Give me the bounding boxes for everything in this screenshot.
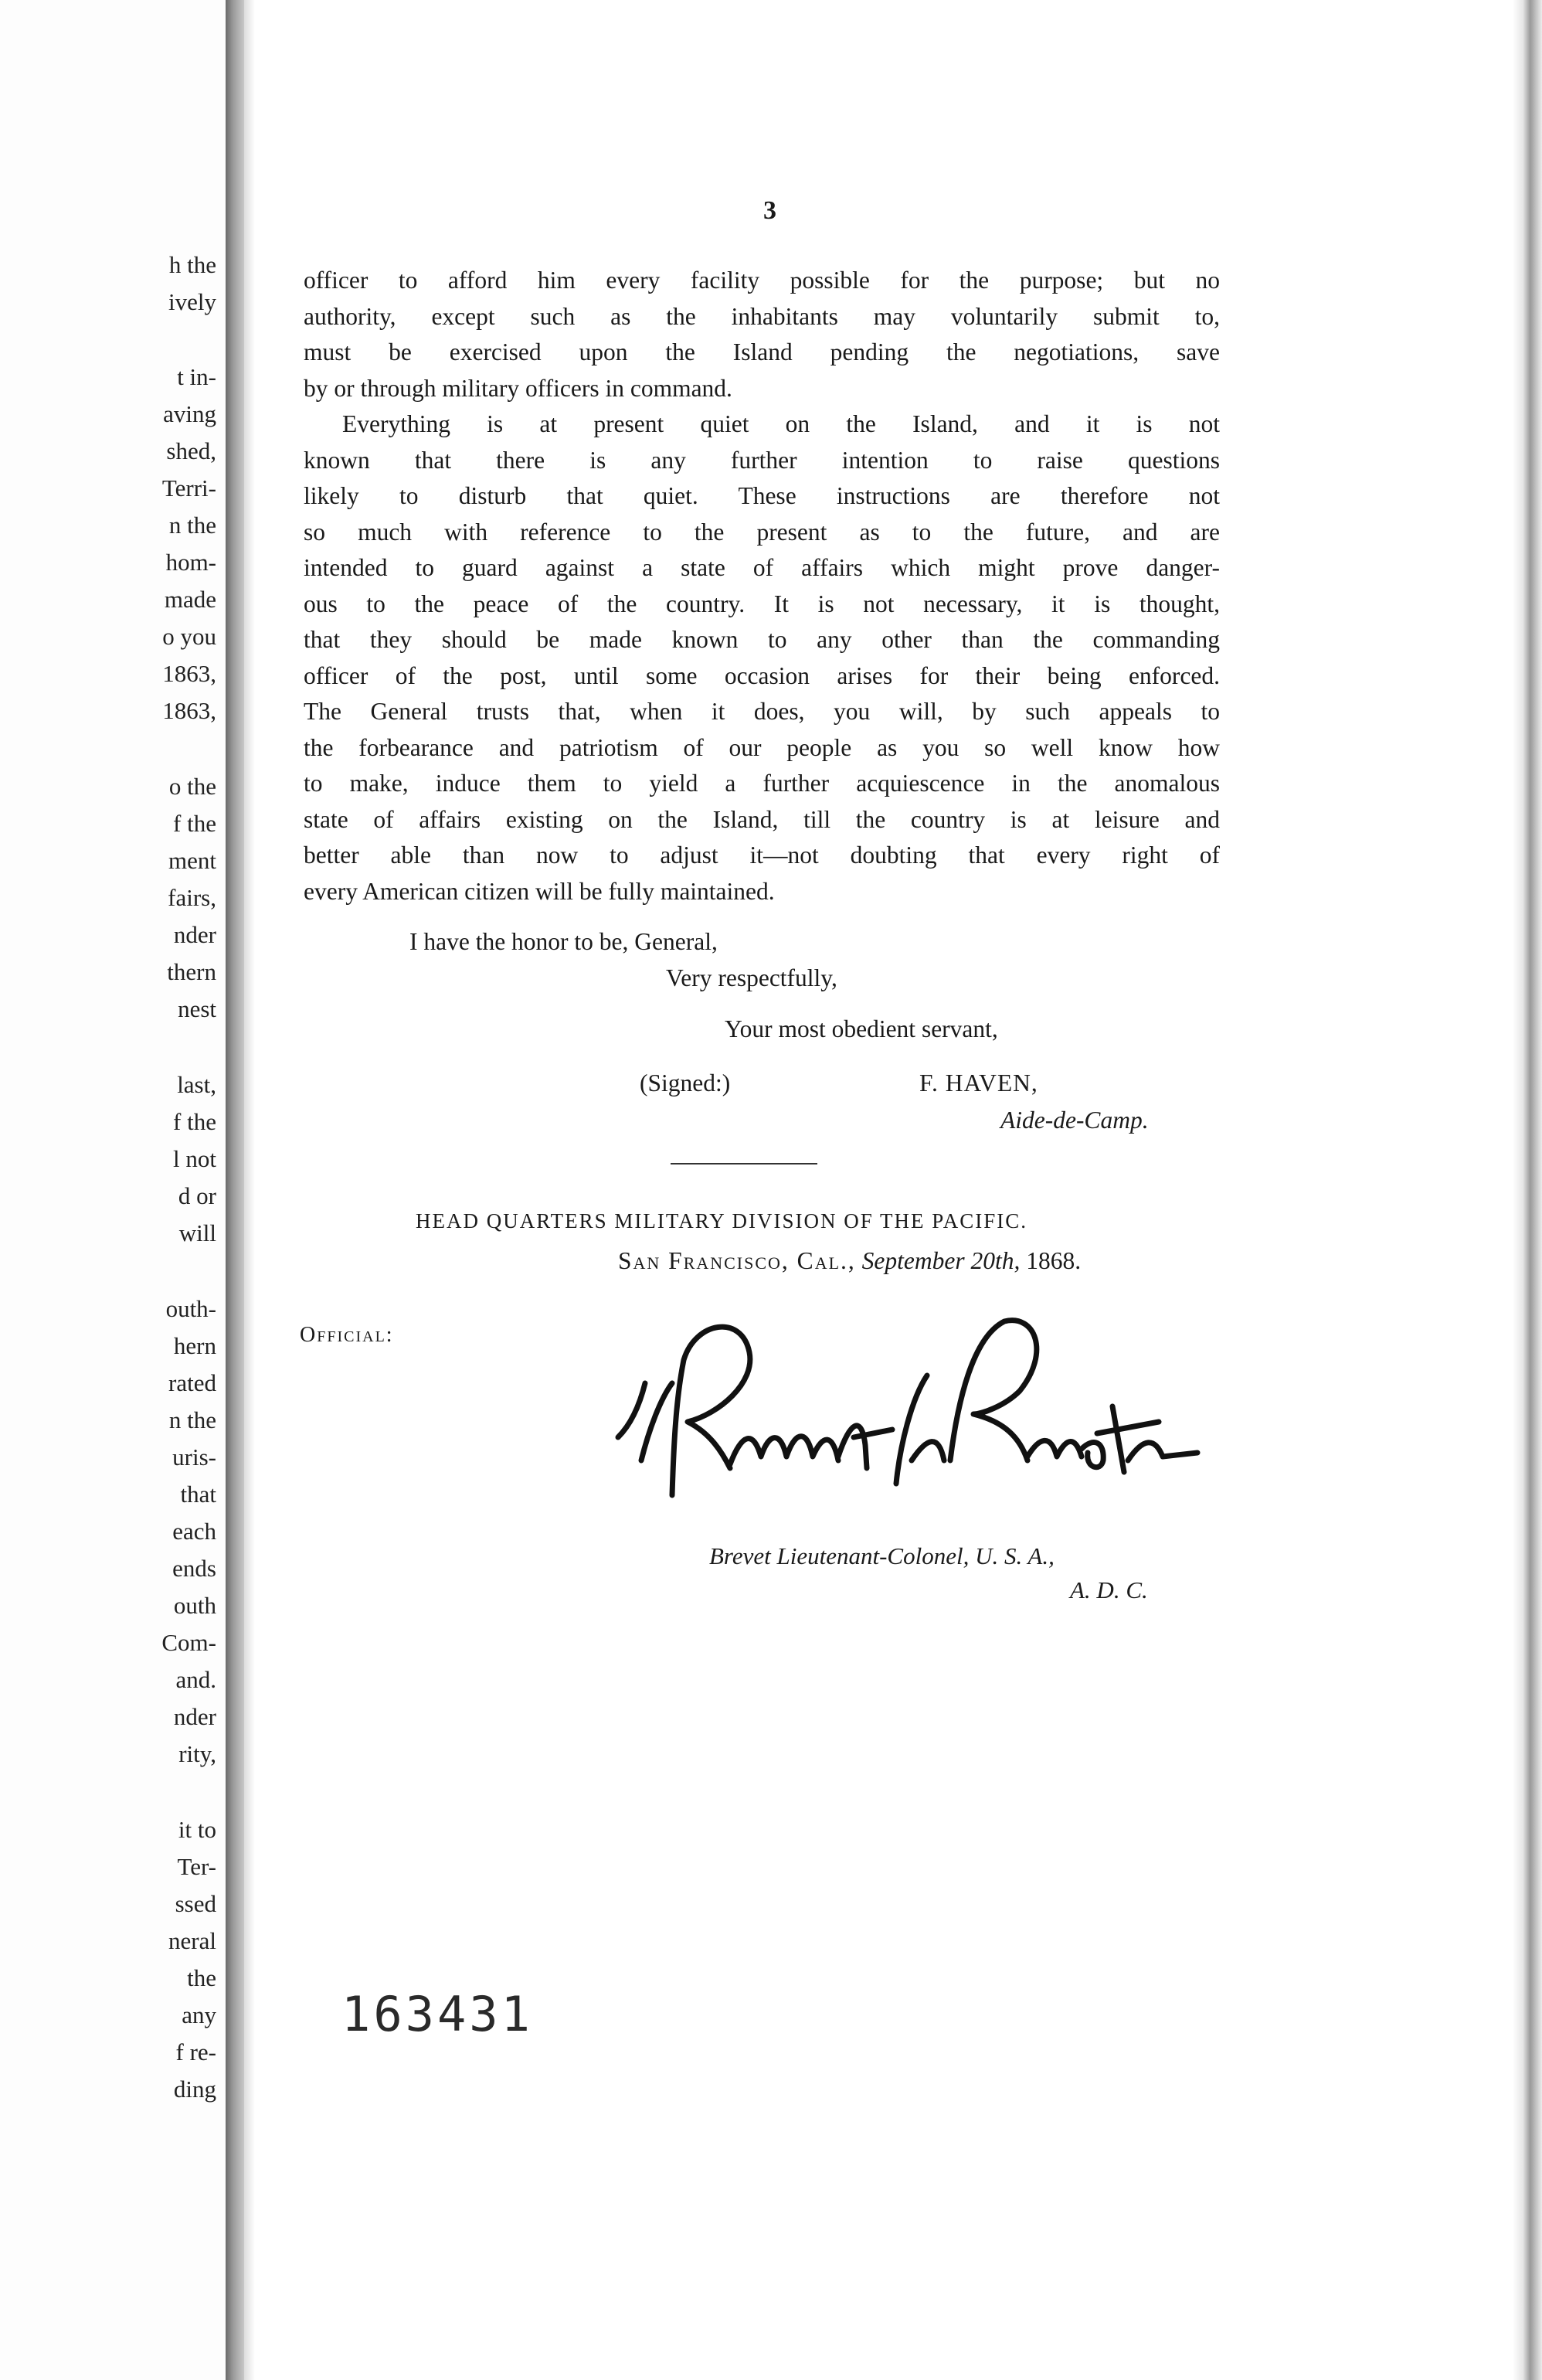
headquarters-line: HEAD QUARTERS MILITARY DIVISION OF THE PACIFIC.: [416, 1209, 1028, 1232]
body-line: Everything is at present quiet on the Island, and it is not: [342, 410, 1220, 437]
facing-page-line: Com-: [161, 1629, 216, 1656]
facing-page-line: rated: [168, 1369, 216, 1396]
body-line: The General trusts that, when it does, you will, by such appeals to: [304, 698, 1220, 725]
facing-page-line: 1863,: [162, 660, 216, 687]
signer-name: F. HAVEN,: [919, 1069, 1038, 1096]
closing-servant: Your most obedient servant,: [725, 1015, 998, 1042]
facing-page-line: any: [182, 2001, 216, 2028]
facing-page-line: t in-: [177, 363, 216, 390]
brevet-title: Brevet Lieutenant-Colonel, U. S. A.,: [709, 1542, 1055, 1569]
body-line: every American citizen will be fully maintained.: [304, 877, 775, 905]
facing-page-line: f re-: [175, 2038, 216, 2066]
facing-page-line: d or: [178, 1182, 216, 1209]
facing-page-line: last,: [177, 1071, 216, 1098]
facing-page-line: it to: [178, 1816, 216, 1843]
facing-page-line: nest: [178, 995, 216, 1022]
facing-page-line: hern: [173, 1332, 216, 1359]
facing-page-line: Terri-: [161, 474, 216, 502]
facing-page-line: and.: [175, 1666, 216, 1693]
handwritten-signature: [587, 1306, 1205, 1530]
date: September 20th,: [861, 1247, 1021, 1274]
place: San Francisco, Cal.,: [618, 1247, 856, 1274]
facing-page-line: ends: [172, 1555, 216, 1582]
body-line: must be exercised upon the Island pending the negotiations, save: [304, 338, 1220, 366]
facing-page-line: ment: [168, 847, 216, 874]
facing-page-line: f the: [173, 1108, 216, 1135]
facing-page-line: hom-: [165, 549, 216, 576]
closing-honor: I have the honor to be, General,: [409, 928, 718, 955]
facing-page-line: h the: [168, 251, 216, 278]
body-line: the forbearance and patriotism of our people as you so well know how: [304, 733, 1220, 761]
section-divider: [671, 1163, 817, 1164]
facing-page-line: n the: [168, 1406, 216, 1433]
facing-page-line: fairs,: [168, 884, 216, 911]
facing-page-line: that: [180, 1481, 216, 1508]
facing-page-line: ssed: [175, 1890, 216, 1917]
body-line: so much with reference to the present as to the future, and are: [304, 518, 1220, 546]
body-line: state of affairs existing on the Island, till the country is at leisure and: [304, 805, 1220, 833]
signer-title: Aide-de-Camp.: [1000, 1107, 1149, 1134]
facing-page-line: n the: [168, 512, 216, 539]
page-number: 3: [763, 196, 776, 225]
body-line: by or through military officers in command.: [304, 374, 732, 402]
closing-respectfully: Very respectfully,: [666, 964, 837, 991]
facing-page-line: o you: [162, 623, 216, 650]
gutter-shadow: [244, 0, 255, 2380]
facing-page-line: o the: [168, 773, 216, 800]
body-line: officer of the post, until some occasion arises for their being enforced.: [304, 661, 1220, 689]
body-line: ous to the peace of the country. It is not necessary, it is thought,: [304, 590, 1220, 617]
page-edge: [1513, 0, 1542, 2380]
body-line: better able than now to adjust it—not doubting that every right of: [304, 842, 1220, 869]
facing-page-line: nder: [173, 921, 216, 948]
stamp-number: 163431: [341, 1986, 533, 2042]
official-label: Official:: [300, 1323, 394, 1347]
body-line: officer to afford him every facility possible for the purpose; but no: [304, 267, 1220, 294]
facing-page-line: l not: [173, 1145, 216, 1172]
adc-title: A. D. C.: [1070, 1576, 1148, 1603]
facing-page-line: nder: [173, 1703, 216, 1730]
facing-page-line: each: [172, 1518, 216, 1545]
facing-page-line: made: [164, 586, 216, 613]
facing-page-line: 1863,: [162, 697, 216, 724]
body-line: authority, except such as the inhabitants may voluntarily submit to,: [304, 302, 1220, 330]
facing-page-line: will: [178, 1219, 216, 1246]
body-line: intended to guard against a state of affairs which might prove danger-: [304, 554, 1220, 581]
signed-label: (Signed:): [640, 1069, 731, 1096]
facing-page-line: neral: [168, 1927, 216, 1954]
place-date-line: [618, 1247, 1081, 1275]
body-line: likely to disturb that quiet. These instructions are therefore not: [304, 482, 1220, 509]
facing-page-line: thern: [167, 958, 216, 985]
facing-page-line: uris-: [172, 1443, 216, 1470]
facing-page-line: the: [187, 1964, 216, 1991]
facing-page-fragment: [0, 0, 226, 2380]
facing-page-line: outh: [173, 1592, 216, 1619]
facing-page-line: ding: [173, 2076, 216, 2103]
body-line: that they should be made known to any other than the commanding: [304, 626, 1220, 653]
facing-page-line: rity,: [178, 1740, 216, 1767]
body-line: known that there is any further intention to raise questions: [304, 446, 1220, 474]
year: 1868.: [1026, 1247, 1082, 1274]
facing-page-line: Ter-: [177, 1853, 216, 1880]
letter-body: [304, 263, 1220, 910]
facing-page-line: outh-: [165, 1295, 216, 1322]
facing-page-line: aving: [163, 400, 216, 427]
facing-page-line: ively: [168, 288, 216, 315]
book-gutter: [226, 0, 244, 2380]
facing-page-line: shed,: [166, 437, 216, 464]
facing-page-line: f the: [173, 810, 216, 837]
body-line: to make, induce them to yield a further acquiescence in the anomalous: [304, 770, 1220, 797]
